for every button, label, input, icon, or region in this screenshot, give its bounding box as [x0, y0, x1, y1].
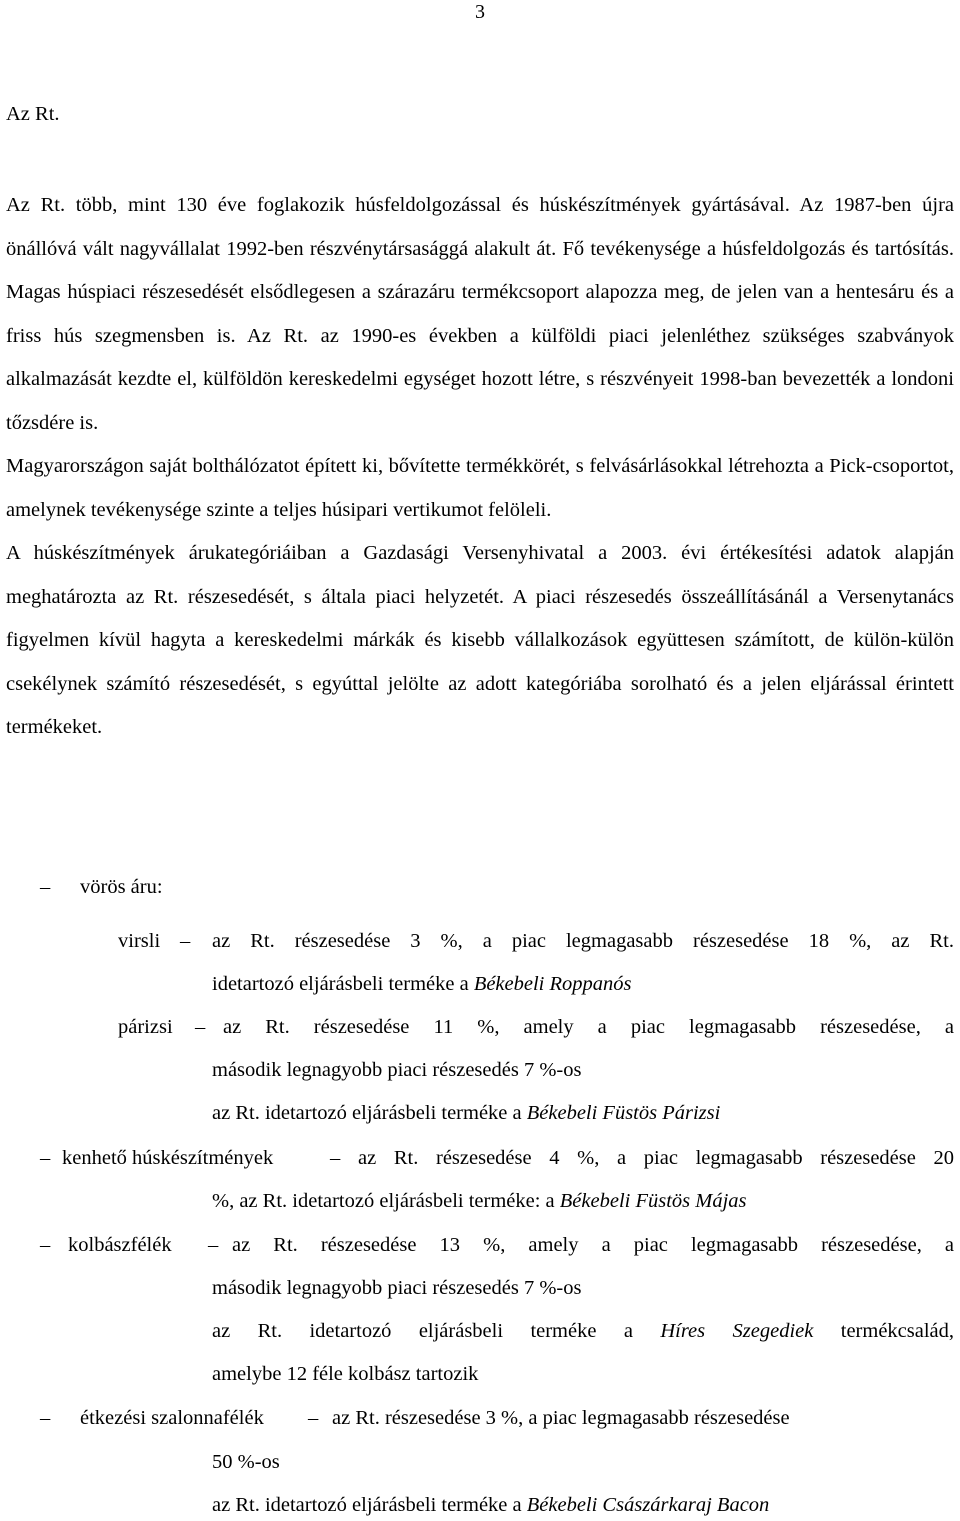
kolbasz-product-prefix: az Rt. idetartozó eljárásbeli terméke a [212, 1320, 661, 1342]
dash-kolbasz-2: – [208, 1234, 219, 1256]
body-text [6, 184, 954, 750]
szalonna-product-line [212, 1491, 769, 1519]
page-number: 3 [475, 1, 485, 23]
kenheto-product-name: Békebeli Füstös Májas [559, 1190, 747, 1212]
parizsi-product-prefix: az Rt. idetartozó eljárásbeli terméke a [212, 1102, 527, 1124]
parizsi-share-line: az Rt. részesedése 11 %, amely a piac legmagasabb részesedése, a [223, 1016, 954, 1038]
szalonna-product-prefix: az Rt. idetartozó eljárásbeli terméke a [212, 1494, 527, 1516]
parizsi-second-share-line: második legnagyobb piaci részesedés 7 %-os [212, 1059, 582, 1081]
subcategory-label-virsli: virsli [118, 930, 161, 952]
section-heading: Az Rt. [6, 103, 60, 125]
parizsi-product-line [212, 1099, 720, 1127]
paragraph-history: Az Rt. több, mint 130 éve foglakozik húsfeldolgozással és húskészítmények gyártásával. Az 1987-ben újra önállóvá vált nagyvállalat 1992-ben részvénytársasággá alakult át. Fő tevékenysége a húsfeldolgozás és tartósítás. Magas húspiaci részesedését elsődlegesen a szárazáru termékcsoport alapozza meg, de jelen van a hentesáru és a friss hús szegmensben is. Az Rt. az 1990-es években a külföldi piaci jelenléthez szükséges szabványok alkalmazását kezdte el, külföldön kereskedelmi egységet hozott létre, s részvényeit 1998-ban bevezették a londoni tőzsdére is. [6, 194, 954, 434]
dash-parizsi: – [195, 1016, 206, 1038]
kolbasz-share-line: az Rt. részesedése 13 %, amely a piac legmagasabb részesedése, a [232, 1234, 954, 1256]
dash-kolbasz: – [40, 1234, 51, 1256]
category-label-kenheto: kenhető húskészítmények [62, 1147, 274, 1169]
category-label-voros-aru: vörös áru: [80, 876, 163, 898]
szalonna-share-line: az Rt. részesedése 3 %, a piac legmagasabb részesedése [332, 1407, 790, 1429]
kenheto-product-prefix: %, az Rt. idetartozó eljárásbeli terméke: a [212, 1190, 560, 1212]
category-label-kolbasz: kolbászfélék [68, 1234, 172, 1256]
kenheto-share-line: az Rt. részesedése 4 %, a piac legmagasabb részesedése 20 [358, 1147, 954, 1169]
kolbasz-product-suffix: termékcsalád, [813, 1320, 955, 1342]
dash-kenheto: – [40, 1147, 51, 1169]
parizsi-product-name: Békebeli Füstös Párizsi [526, 1102, 721, 1124]
dash-szalonna-2: – [308, 1407, 319, 1429]
dash-virsli: – [180, 930, 191, 952]
product-category-list [0, 873, 960, 1521]
subcategory-label-parizsi: párizsi [118, 1016, 173, 1038]
kolbasz-second-share-line: második legnagyobb piaci részesedés 7 %-os [212, 1277, 582, 1299]
dash-szalonna: – [40, 1407, 51, 1429]
list-item-voros-aru [40, 873, 50, 901]
virsli-product-line [212, 970, 632, 998]
kenheto-product-line [212, 1187, 747, 1215]
virsli-share-line: az Rt. részesedése 3 %, a piac legmagasabb részesedése 18 %, az Rt. [212, 930, 954, 952]
virsli-product-prefix: idetartozó eljárásbeli terméke a [212, 973, 474, 995]
szalonna-product-name: Békebeli Császárkaraj Bacon [526, 1494, 770, 1516]
kolbasz-product-line [212, 1317, 954, 1345]
dash-kenheto-2: – [330, 1147, 341, 1169]
virsli-product-name: Békebeli Roppanós [473, 973, 632, 995]
paragraph-network: Magyarországon saját bolthálózatot épített ki, bővítette termékkörét, s felvásárlásokkal létrehozta a Pick-csoportot, amelynek tevékenysége szinte a teljes húsipari vertikumot felöleli. [6, 455, 954, 521]
kolbasz-product-name: Híres Szegediek [660, 1320, 814, 1342]
category-label-szalonna: étkezési szalonnafélék [80, 1407, 264, 1429]
kolbasz-family-line: amelybe 12 féle kolbász tartozik [212, 1363, 479, 1385]
szalonna-max-share-line: 50 %-os [212, 1451, 280, 1473]
paragraph-market-share: A húskészítmények árukategóriáiban a Gazdasági Versenyhivatal a 2003. évi értékesítési adatok alapján meghatározta az Rt. részesedését, s általa piaci helyzetét. A piaci részesedés összeállításánál a Versenytanács figyelmen kívül hagyta a kereskedelmi márkák és kisebb vállalkozások együttesen számított, de külön-külön csekélynek számító részesedését, s egyúttal jelölte az adott kategóriába sorolható és a jelen eljárással érintett termékeket. [6, 542, 954, 738]
dash-voros-aru: – [40, 876, 51, 898]
